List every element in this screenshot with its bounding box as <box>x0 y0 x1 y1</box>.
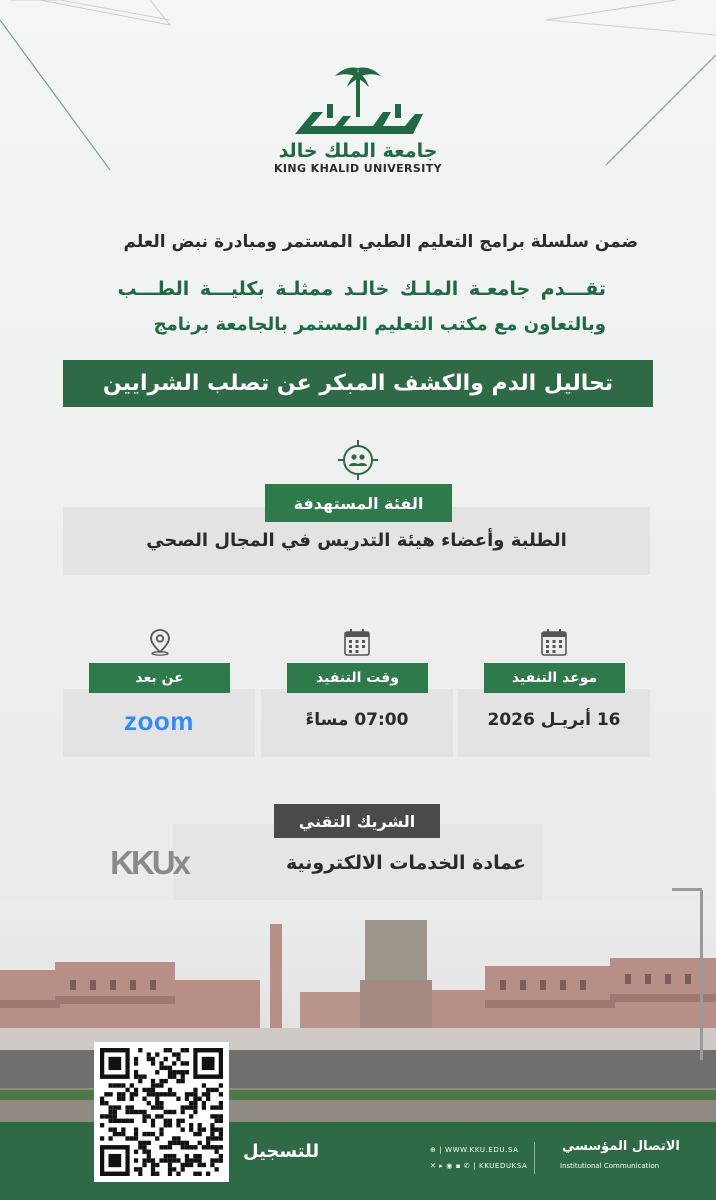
program-title-banner <box>63 360 653 407</box>
intro-line-1: ضمن سلسلة برامج التعليم الطبي المستمر ومبادرة نبض العلم <box>123 232 638 252</box>
date-label: موعد التنفيذ <box>484 663 625 693</box>
registration-qr-code[interactable] <box>94 1042 229 1182</box>
partner-logo-text: KKUx <box>110 844 188 881</box>
kkux-logo <box>110 844 266 881</box>
university-logo <box>258 62 458 182</box>
social-handle[interactable]: ✕ ▸ ◉ ▪ ✆ | KKUEDUKSA <box>430 1162 528 1170</box>
target-audience-label: الفئة المستهدفة <box>265 484 452 522</box>
globe-icon: ⊕ | <box>430 1146 446 1154</box>
partner-name: عمادة الخدمات الالكترونية <box>286 852 526 874</box>
qr-code-pattern <box>100 1048 223 1176</box>
remote-label: عن بعد <box>89 663 230 693</box>
target-audience-value: الطلبة وأعضاء هيئة التدريس في المجال الصحي <box>146 530 567 551</box>
corner-decoration-left <box>0 0 180 180</box>
social-icons: ✕ ▸ ◉ ▪ ✆ | <box>430 1162 480 1170</box>
time-value: 07:00 مساءً <box>305 710 409 730</box>
calendar-icon <box>344 628 370 656</box>
institutional-communication-ar: الاتصال المؤسسي <box>562 1139 680 1154</box>
university-name-en: KING KHALID UNIVERSITY <box>274 162 442 175</box>
partner-label: الشريك التقني <box>274 804 440 838</box>
target-group-icon <box>336 438 380 482</box>
corner-decoration-right <box>536 0 716 180</box>
location-pin-icon <box>147 628 173 656</box>
university-name-ar: جامعة الملك خالد <box>278 140 438 162</box>
footer-separator <box>534 1142 535 1174</box>
intro-line-2: تقـــدم جامعـة الملـك خالـد ممثلـة بكليـــة الطـــب <box>117 278 606 300</box>
time-label: وقت التنفيذ <box>287 663 428 693</box>
institutional-communication-en: Institutional Communication <box>560 1162 660 1170</box>
calendar-icon <box>541 628 567 656</box>
date-value: 16 أبريـل 2026 <box>487 710 621 730</box>
program-title: تحاليل الدم والكشف المبكر عن تصلب الشرايين <box>102 371 614 396</box>
website-link[interactable]: ⊕ | WWW.KKU.EDU.SA <box>430 1146 519 1154</box>
palm-emblem-icon <box>283 62 433 142</box>
register-label: للتسجيل <box>243 1141 320 1162</box>
zoom-logo: zoom <box>124 706 194 736</box>
intro-line-3: وبالتعاون مع مكتب التعليم المستمر بالجامعة برنامج <box>153 314 606 335</box>
